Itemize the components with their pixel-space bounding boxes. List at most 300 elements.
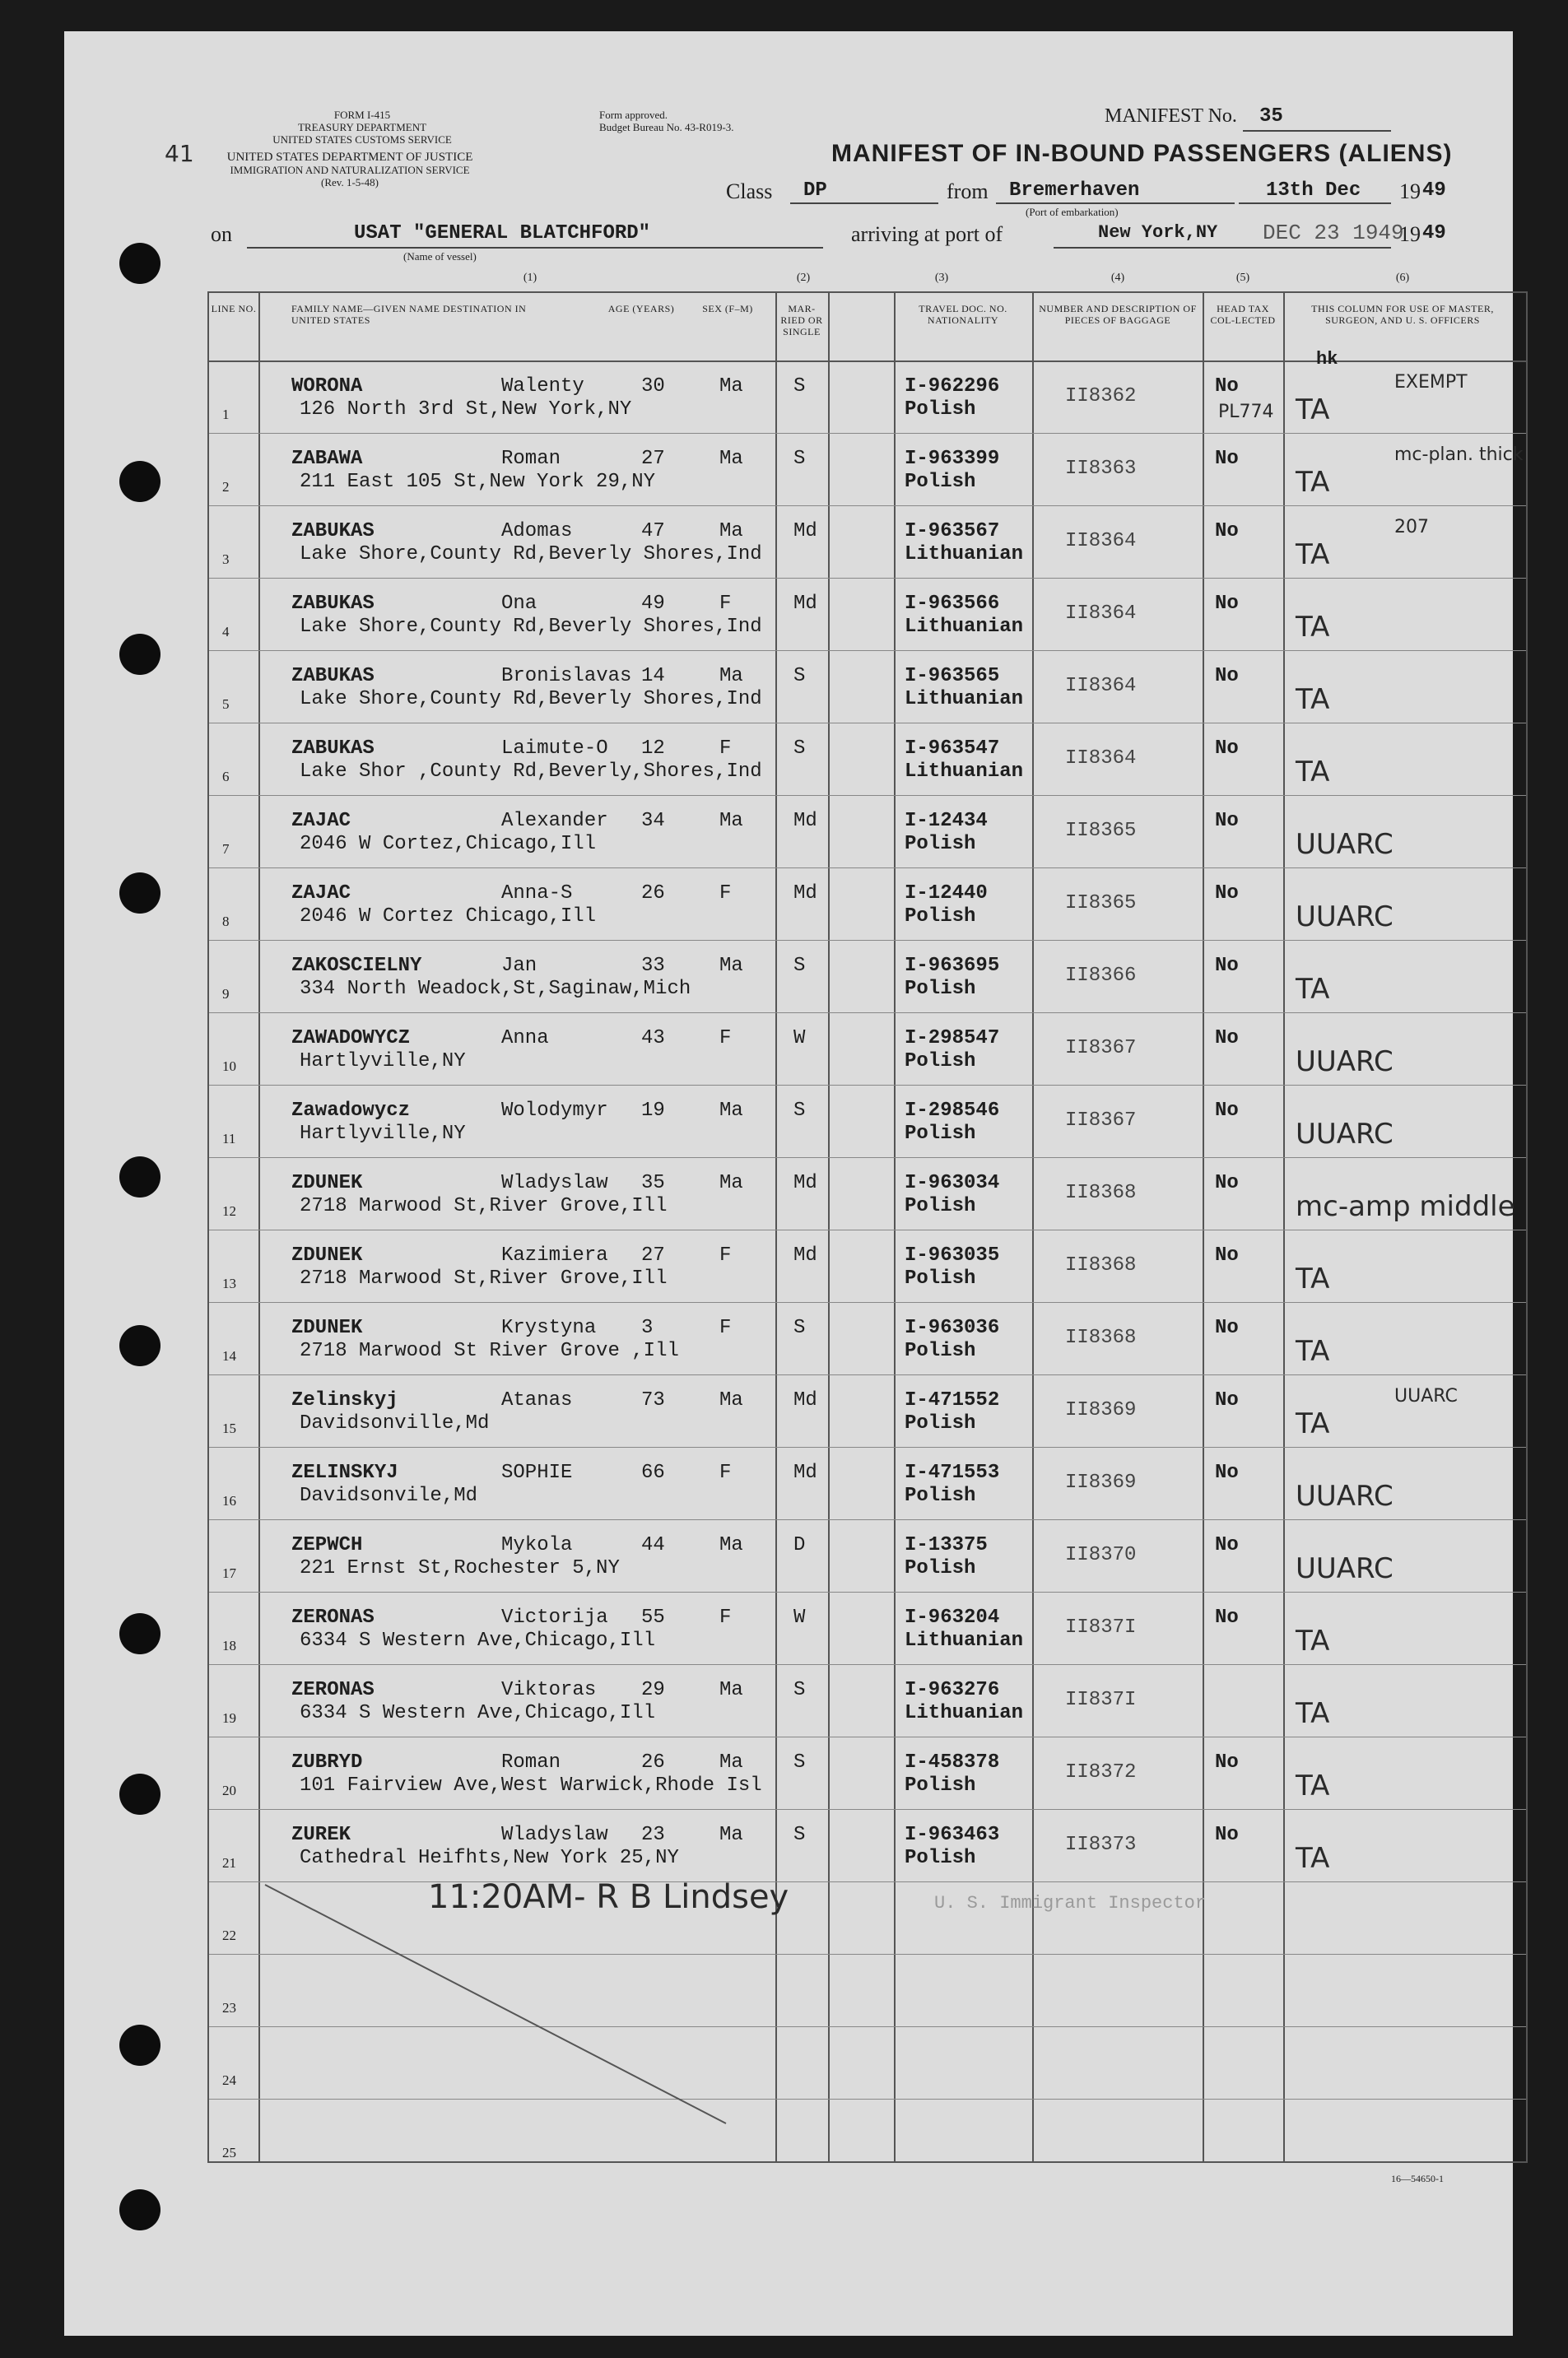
nationality: Polish (905, 1123, 976, 1145)
nationality: Lithuanian (905, 688, 1024, 710)
officer-extra-note: UUARC (1394, 1386, 1458, 1407)
family-name: ZUBRYD (291, 1751, 363, 1774)
head-tax: No (1215, 1824, 1239, 1846)
family-name: ZELINSKYJ (291, 1462, 398, 1484)
marital-status: D (793, 1534, 806, 1556)
line-number: 3 (222, 551, 230, 567)
sex: Ma (719, 1824, 743, 1846)
sex: Ma (719, 448, 743, 470)
head-tax: No (1215, 1607, 1239, 1629)
line-number: 18 (222, 1638, 236, 1653)
family-name: Zelinskyj (291, 1389, 398, 1412)
sex: F (719, 882, 732, 905)
family-name: ZABUKAS (291, 520, 375, 542)
binder-hole (119, 634, 161, 675)
head-tax: No (1215, 665, 1239, 687)
manifest-no-label: MANIFEST No. (1105, 105, 1237, 127)
service-name: IMMIGRATION AND NATURALIZATION SERVICE (230, 164, 470, 176)
destination: Hartlyville,NY (300, 1050, 466, 1072)
destination: 2718 Marwood St,River Grove,Ill (300, 1195, 668, 1217)
baggage-no: II8364 (1065, 675, 1137, 697)
age: 30 (641, 375, 665, 398)
line-number: 22 (222, 1928, 236, 1943)
head-tax: No (1215, 955, 1239, 977)
given-name: Viktoras (501, 1679, 597, 1701)
destination: Davidsonville,Md (300, 1412, 490, 1435)
age: 29 (641, 1679, 665, 1701)
line-number: 16 (222, 1493, 236, 1509)
given-name: Atanas (501, 1389, 573, 1412)
baggage-no: II8363 (1065, 458, 1137, 480)
travel-doc-no: I-13375 (905, 1534, 988, 1556)
row-rule (209, 578, 1526, 579)
line-number: 2 (222, 479, 230, 495)
column-number: (6) (1395, 272, 1410, 284)
line-number: 19 (222, 1710, 236, 1726)
family-name: ZAKOSCIELNY (291, 955, 422, 977)
baggage-no: II8364 (1065, 602, 1137, 625)
column-number: (3) (934, 272, 949, 284)
family-name: ZDUNEK (291, 1172, 363, 1194)
nationality: Lithuanian (905, 543, 1024, 565)
nationality: Polish (905, 1774, 976, 1797)
row-rule (209, 433, 1526, 434)
age: 73 (641, 1389, 665, 1412)
column-number: (5) (1235, 272, 1250, 284)
vessel-name: USAT "GENERAL BLATCHFORD" (354, 222, 651, 244)
head-tax: No (1215, 375, 1239, 398)
nationality: Polish (905, 398, 976, 421)
manifest-no-line (1243, 130, 1391, 132)
revision: (Rev. 1-5-48) (321, 176, 379, 188)
sex: Ma (719, 1389, 743, 1412)
on-label: on (211, 222, 232, 246)
family-name: ZABAWA (291, 448, 363, 470)
arrival-year-label: 19 (1399, 222, 1421, 246)
header-head-tax: HEAD TAX COL-LECTED (1210, 303, 1276, 326)
age: 26 (641, 1751, 665, 1774)
destination: 6334 S Western Ave,Chicago,Ill (300, 1702, 656, 1724)
travel-doc-no: I-12440 (905, 882, 988, 905)
sex: F (719, 1027, 732, 1049)
travel-doc-no: I-963204 (905, 1607, 1000, 1629)
destination: 2046 W Cortez,Chicago,Ill (300, 833, 597, 855)
department-name: UNITED STATES DEPARTMENT OF JUSTICE (226, 151, 473, 164)
sex: F (719, 1607, 732, 1629)
binder-hole (119, 872, 161, 914)
sex: Ma (719, 1679, 743, 1701)
baggage-no: II8373 (1065, 1834, 1137, 1856)
age: 3 (641, 1317, 654, 1339)
given-name: Anna (501, 1027, 549, 1049)
sex: Ma (719, 520, 743, 542)
baggage-no: II8365 (1065, 820, 1137, 842)
sex: Ma (719, 1751, 743, 1774)
row-rule (209, 1447, 1526, 1448)
travel-doc-no: I-963547 (905, 737, 1000, 760)
row-rule (209, 1157, 1526, 1158)
sex: F (719, 1317, 732, 1339)
baggage-no: II8365 (1065, 892, 1137, 914)
baggage-no: II8368 (1065, 1254, 1137, 1277)
destination: Cathedral Heifhts,New York 25,NY (300, 1847, 679, 1869)
destination: 334 North Weadock,St,Saginaw,Mich (300, 978, 691, 1000)
destination: 126 North 3rd St,New York,NY (300, 398, 632, 421)
family-name: ZDUNEK (291, 1244, 363, 1267)
head-tax: No (1215, 520, 1239, 542)
destination: 221 Ernst St,Rochester 5,NY (300, 1557, 620, 1579)
head-tax: No (1215, 1317, 1239, 1339)
family-name: WORONA (291, 375, 363, 398)
officer-note: TA (1296, 393, 1330, 426)
family-name: ZUREK (291, 1824, 351, 1846)
travel-doc-no: I-963034 (905, 1172, 1000, 1194)
given-name: Ona (501, 593, 537, 615)
from-label: from (947, 179, 989, 203)
travel-doc-no: I-12434 (905, 810, 988, 832)
header-travel-doc: TRAVEL DOC. NO. NATIONALITY (919, 303, 1007, 326)
port-embarkation: Bremerhaven (1009, 179, 1140, 202)
line-number: 8 (222, 914, 230, 929)
year-value: 49 (1422, 179, 1446, 202)
row-rule (209, 1664, 1526, 1665)
officer-note: UUARC (1296, 1045, 1394, 1078)
given-name: Bronislavas (501, 665, 632, 687)
age: 23 (641, 1824, 665, 1846)
family-name: Zawadowycz (291, 1100, 411, 1122)
travel-doc-no: I-298547 (905, 1027, 1000, 1049)
header-line-no: LINE NO. (211, 303, 257, 314)
row-rule (209, 1085, 1526, 1086)
line-number: 12 (222, 1203, 236, 1219)
head-tax: No (1215, 1100, 1239, 1122)
sex: F (719, 1462, 732, 1484)
form-department: TREASURY DEPARTMENT (297, 121, 427, 133)
given-name: Mykola (501, 1534, 573, 1556)
marital-status: Md (793, 1389, 817, 1412)
travel-doc-no: I-963463 (905, 1824, 1000, 1846)
sex: Ma (719, 810, 743, 832)
column-number: (1) (523, 272, 537, 284)
age: 44 (641, 1534, 665, 1556)
age: 43 (641, 1027, 665, 1049)
inspector-label: U. S. Immigrant Inspector (934, 1893, 1207, 1914)
head-tax: No (1215, 1027, 1239, 1049)
sex: Ma (719, 375, 743, 398)
given-name: SOPHIE (501, 1462, 573, 1484)
officer-note: TA (1296, 1263, 1330, 1295)
given-name: Victorija (501, 1607, 608, 1629)
line-number: 6 (222, 769, 230, 784)
marital-status: Md (793, 1172, 817, 1194)
marital-status: W (793, 1027, 806, 1049)
line-number: 4 (222, 624, 230, 639)
marital-status: S (793, 1824, 806, 1846)
sex: F (719, 737, 732, 760)
arrival-line (1054, 247, 1391, 249)
date-line (1239, 202, 1391, 204)
officer-note: TA (1296, 1770, 1330, 1802)
header-name: FAMILY NAME—GIVEN NAME DESTINATION IN UNITED STATES (291, 303, 527, 326)
travel-doc-no: I-471552 (905, 1389, 1000, 1412)
embark-date: 13th Dec (1266, 179, 1361, 202)
manifest-no: 35 (1259, 105, 1283, 128)
line-number: 9 (222, 986, 230, 1002)
officer-note: TA (1296, 1697, 1330, 1730)
officer-note: TA (1296, 1407, 1330, 1440)
header-married: MAR-RIED OR SINGLE (780, 303, 823, 337)
travel-doc-no: I-963035 (905, 1244, 1000, 1267)
travel-doc-no: I-963565 (905, 665, 1000, 687)
age: 27 (641, 1244, 665, 1267)
officer-note: TA (1296, 1335, 1330, 1368)
marital-status: S (793, 665, 806, 687)
officer-note: TA (1296, 756, 1330, 788)
age: 26 (641, 882, 665, 905)
form-approval-block (599, 109, 797, 133)
head-tax: No (1215, 448, 1239, 470)
travel-doc-no: I-458378 (905, 1751, 1000, 1774)
line-number: 24 (222, 2072, 236, 2088)
family-name: ZERONAS (291, 1679, 375, 1701)
officer-note: TA (1296, 1625, 1330, 1658)
nationality: Lithuanian (905, 1702, 1024, 1724)
travel-doc-no: I-963276 (905, 1679, 1000, 1701)
age: 49 (641, 593, 665, 615)
age: 34 (641, 810, 665, 832)
destination: 6334 S Western Ave,Chicago,Ill (300, 1630, 656, 1652)
line-number: 11 (222, 1131, 236, 1146)
row-rule (209, 650, 1526, 651)
header-baggage: NUMBER AND DESCRIPTION OF PIECES OF BAGGAGE (1039, 303, 1197, 326)
age: 35 (641, 1172, 665, 1194)
marital-status: Md (793, 1244, 817, 1267)
given-name: Kazimiera (501, 1244, 608, 1267)
form-service: UNITED STATES CUSTOMS SERVICE (272, 133, 452, 146)
line-number: 7 (222, 841, 230, 857)
sex: Ma (719, 1534, 743, 1556)
marital-status: S (793, 1317, 806, 1339)
destination: 2046 W Cortez Chicago,Ill (300, 905, 597, 928)
header-officers: THIS COLUMN FOR USE OF MASTER, SURGEON, AND U. S. OFFICERS (1311, 303, 1494, 326)
travel-doc-no: I-963567 (905, 520, 1000, 542)
given-name: Jan (501, 955, 537, 977)
nationality: Polish (905, 1557, 976, 1579)
destination: 101 Fairview Ave,West Warwick,Rhode Isl (300, 1774, 762, 1797)
given-name: Wolodymyr (501, 1100, 608, 1122)
nationality: Lithuanian (905, 760, 1024, 783)
line-number: 14 (222, 1348, 236, 1364)
officer-note: TA (1296, 683, 1330, 716)
given-name: Roman (501, 1751, 561, 1774)
line-number: 15 (222, 1421, 236, 1436)
line-number: 13 (222, 1276, 236, 1291)
head-tax: No (1215, 593, 1239, 615)
baggage-no: II8367 (1065, 1037, 1137, 1059)
given-name: Roman (501, 448, 561, 470)
nationality: Polish (905, 905, 976, 928)
destination: 2718 Marwood St River Grove ,Ill (300, 1340, 679, 1362)
line-number: 17 (222, 1565, 236, 1581)
marital-status: S (793, 448, 806, 470)
age: 27 (641, 448, 665, 470)
nationality: Lithuanian (905, 616, 1024, 638)
row-rule (209, 1809, 1526, 1810)
baggage-no: II8364 (1065, 530, 1137, 552)
officer-note: UUARC (1296, 1552, 1394, 1585)
family-name: ZERONAS (291, 1607, 375, 1629)
binder-hole (119, 1774, 161, 1815)
travel-doc-no: I-471553 (905, 1462, 1000, 1484)
line-number: 20 (222, 1783, 236, 1798)
row-rule (209, 1374, 1526, 1375)
officer-note: TA (1296, 466, 1330, 499)
given-name: Laimute-O (501, 737, 608, 760)
officer-note: TA (1296, 973, 1330, 1006)
column-number: (2) (796, 272, 811, 284)
baggage-no: II8366 (1065, 965, 1137, 987)
given-name: Walenty (501, 375, 584, 398)
arrival-port: New York,NY (1098, 222, 1218, 243)
baggage-no: II8369 (1065, 1399, 1137, 1421)
marital-status: Md (793, 520, 817, 542)
header-age: AGE (YEARS) (607, 303, 675, 314)
sex: Ma (719, 1100, 743, 1122)
travel-doc-no: I-963036 (905, 1317, 1000, 1339)
officer-note: UUARC (1296, 1118, 1394, 1151)
family-name: ZEPWCH (291, 1534, 363, 1556)
family-name: ZDUNEK (291, 1317, 363, 1339)
officer-note: UUARC (1296, 1480, 1394, 1513)
given-name: Wladyslaw (501, 1824, 608, 1846)
sex: Ma (719, 1172, 743, 1194)
age: 33 (641, 955, 665, 977)
officer-extra-note: mc-plan. thick (1394, 444, 1524, 465)
head-tax: No (1215, 737, 1239, 760)
baggage-no: II8367 (1065, 1109, 1137, 1132)
family-name: ZABUKAS (291, 593, 375, 615)
age: 12 (641, 737, 665, 760)
age: 66 (641, 1462, 665, 1484)
officer-note: UUARC (1296, 828, 1394, 861)
destination: 211 East 105 St,New York 29,NY (300, 471, 656, 493)
officer-note: UUARC (1296, 900, 1394, 933)
marital-status: S (793, 1100, 806, 1122)
destination: Davidsonvile,Md (300, 1485, 478, 1507)
family-name: ZAJAC (291, 810, 351, 832)
given-name: Adomas (501, 520, 573, 542)
nationality: Lithuanian (905, 1630, 1024, 1652)
destination: Lake Shore,County Rd,Beverly Shores,Ind (300, 688, 762, 710)
head-tax: No (1215, 1244, 1239, 1267)
age: 14 (641, 665, 665, 687)
destination: Lake Shor ,County Rd,Beverly,Shores,Ind (300, 760, 762, 783)
nationality: Polish (905, 978, 976, 1000)
form-approved: Form approved. (599, 109, 668, 121)
line-number: 5 (222, 696, 230, 712)
marital-status: S (793, 1679, 806, 1701)
sex: F (719, 593, 732, 615)
head-tax: No (1215, 1172, 1239, 1194)
column-number: (4) (1110, 272, 1125, 284)
row-rule (209, 1302, 1526, 1303)
travel-doc-no: I-298546 (905, 1100, 1000, 1122)
binder-hole (119, 1613, 161, 1654)
baggage-no: II837I (1065, 1689, 1137, 1711)
nationality: Polish (905, 1267, 976, 1290)
nationality: Polish (905, 1847, 976, 1869)
line-number: 10 (222, 1058, 236, 1074)
form-number: FORM I-415 (333, 109, 391, 121)
binder-hole (119, 243, 161, 284)
marital-status: Md (793, 593, 817, 615)
officer-note: mc-amp middle (1296, 1190, 1515, 1223)
nationality: Polish (905, 1412, 976, 1435)
line-number: 21 (222, 1855, 236, 1871)
nationality: Polish (905, 471, 976, 493)
given-name: Krystyna (501, 1317, 597, 1339)
class-line (790, 202, 938, 204)
family-name: ZABUKAS (291, 665, 375, 687)
row-rule (209, 940, 1526, 941)
nationality: Polish (905, 833, 976, 855)
baggage-no: II8368 (1065, 1327, 1137, 1349)
row-rule (209, 867, 1526, 868)
head-tax: No (1215, 810, 1239, 832)
sex: F (719, 1244, 732, 1267)
officer-extra-note: 207 (1394, 517, 1429, 537)
head-tax: No (1215, 1389, 1239, 1412)
marital-status: Md (793, 1462, 817, 1484)
baggage-no: II8362 (1065, 385, 1137, 407)
baggage-no: II8372 (1065, 1761, 1137, 1784)
officer-note: TA (1296, 538, 1330, 571)
page-title: MANIFEST OF IN-BOUND PASSENGERS (ALIENS) (831, 140, 1453, 167)
vessel-caption: (Name of vessel) (403, 250, 477, 263)
binder-hole (119, 461, 161, 502)
travel-doc-no: I-963695 (905, 955, 1000, 977)
age: 47 (641, 520, 665, 542)
head-tax: No (1215, 1751, 1239, 1774)
form-id-block (272, 109, 453, 146)
line-number: 25 (222, 2145, 236, 2160)
port-caption: (Port of embarkation) (1026, 206, 1119, 218)
arrival-stamp: DEC 23 1949 (1263, 221, 1404, 245)
arriving-label: arriving at port of (851, 222, 1003, 246)
header-sex: SEX (F–M) (702, 303, 753, 314)
vessel-line (247, 247, 823, 249)
nationality: Polish (905, 1485, 976, 1507)
side-mark: 41 (165, 140, 194, 167)
officer-note: TA (1296, 1842, 1330, 1875)
officer-note: TA (1296, 611, 1330, 644)
class-label: Class (726, 179, 773, 203)
arrival-year-value: 49 (1422, 222, 1446, 244)
binder-hole (119, 1325, 161, 1366)
given-name: Alexander (501, 810, 608, 832)
baggage-no: II8368 (1065, 1182, 1137, 1204)
travel-doc-no: I-962296 (905, 375, 1000, 398)
family-name: ZAJAC (291, 882, 351, 905)
destination: 2718 Marwood St,River Grove,Ill (300, 1267, 668, 1290)
marital-status: Md (793, 882, 817, 905)
binder-hole (119, 1156, 161, 1198)
travel-doc-no: I-963399 (905, 448, 1000, 470)
marital-status: S (793, 375, 806, 398)
binder-hole (119, 2025, 161, 2066)
age: 55 (641, 1607, 665, 1629)
class-value: DP (803, 179, 827, 202)
